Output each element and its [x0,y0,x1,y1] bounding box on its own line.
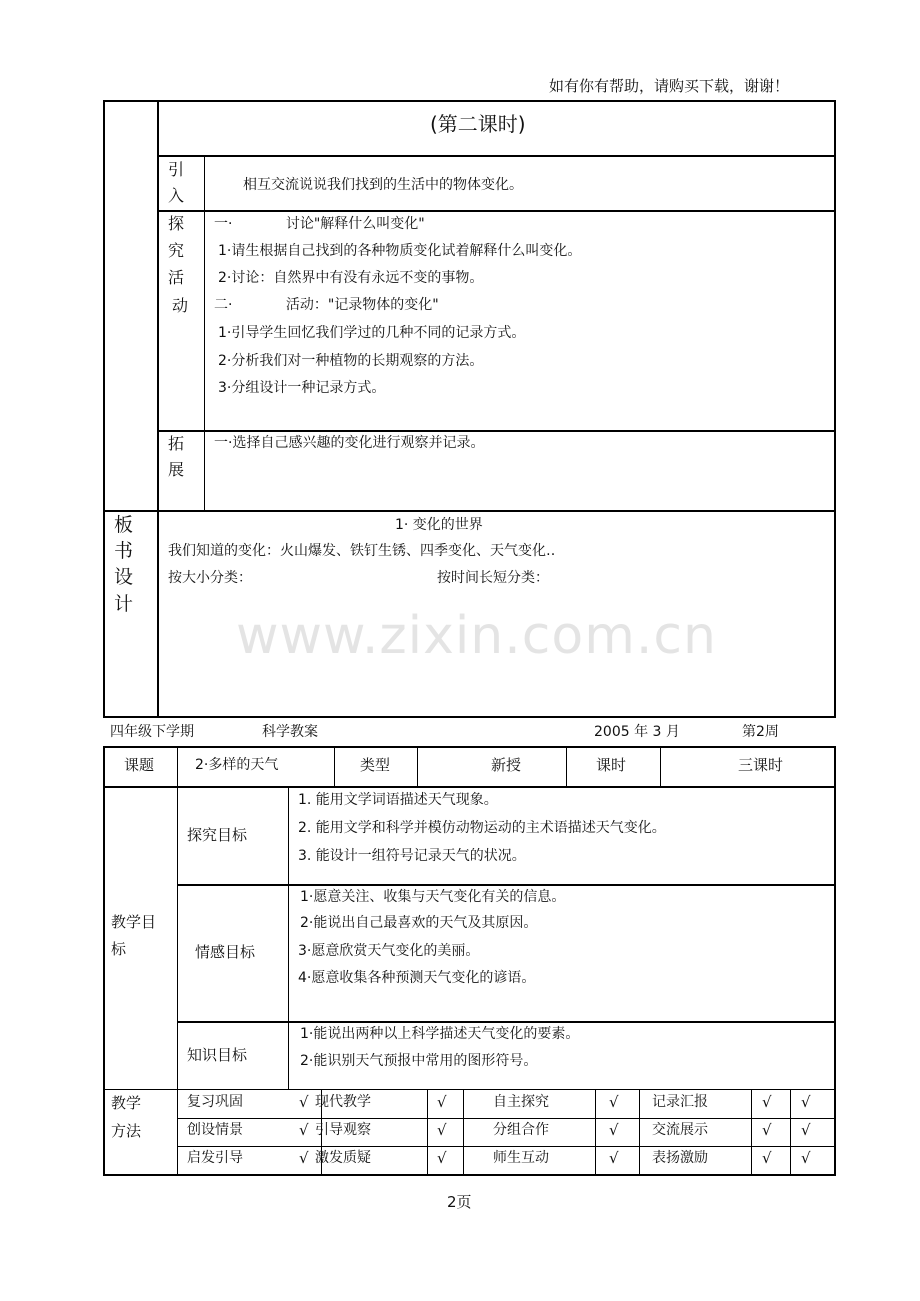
explore-line: 一· 讨论"解释什么叫变化" [214,216,425,232]
method-cell: 师生互动 [493,1150,549,1166]
check-mark: √ [609,1093,619,1111]
board-line-2b: 按时间长短分类： [437,570,549,586]
explore-goal: 1. 能用文学词语描述天气现象。 [298,792,498,808]
type-value: 新授 [491,756,522,774]
meta-grade: 四年级下学期 [110,724,194,740]
check-mark: √ [609,1149,619,1167]
method-cell: 现代教学 [315,1094,371,1110]
explore-label-2: 究 [168,241,185,260]
method-cell: 分组合作 [493,1122,549,1138]
explore-goal: 3. 能设计一组符号记录天气的状况。 [298,848,526,864]
explore-line: 1·请生根据自己找到的各种物质变化试着解释什么叫变化。 [218,243,582,259]
topic-label: 课题 [124,756,155,774]
emotion-goal: 1·愿意关注、收集与天气变化有关的信息。 [300,889,566,905]
check-mark: √ [437,1149,447,1167]
type-label: 类型 [360,756,391,774]
check-mark: √ [762,1121,772,1139]
intro-label-1: 引 [168,160,185,179]
meta-subject: 科学教案 [262,724,318,740]
method-cell: 引导观察 [315,1122,371,1138]
board-label-4: 计 [114,593,134,615]
methods-label-1: 教学 [111,1094,142,1112]
explore-line: 1·引导学生回忆我们学过的几种不同的记录方式。 [218,325,526,341]
explore-goal-label: 探究目标 [187,826,248,844]
board-title: 1· 变化的世界 [395,517,483,533]
methods-label-2: 方法 [111,1122,142,1140]
intro-label-2: 入 [168,186,185,205]
check-mark: √ [762,1093,772,1111]
method-cell: 启发引导 [187,1150,243,1166]
extend-label-2: 展 [168,460,185,479]
method-cell: 激发质疑 [315,1150,371,1166]
board-label-3: 设 [114,566,134,588]
check-mark: √ [762,1149,772,1167]
explore-label-3: 活 [168,268,185,287]
emotion-goal-label: 情感目标 [195,943,256,961]
method-cell: 交流展示 [652,1122,708,1138]
page-number: 2页 [447,1193,472,1211]
extend-text: 一·选择自己感兴趣的变化进行观察并记录。 [214,435,485,451]
explore-line: 3·分组设计一种记录方式。 [218,380,386,396]
board-label-2: 书 [114,540,134,562]
header-note: 如有你有帮助，请购买下载，谢谢！ [549,77,790,95]
emotion-goal: 3·愿意欣赏天气变化的美丽。 [298,943,480,959]
check-mark: √ [801,1149,811,1167]
hours-label: 课时 [596,756,627,774]
check-mark: √ [437,1093,447,1111]
goals-label-1: 教学目 [111,913,157,931]
check-mark: √ [801,1121,811,1139]
intro-text: 相互交流说说我们找到的生活中的物体变化。 [243,177,523,193]
check-mark: √ [299,1093,309,1111]
lesson-title: (第二课时) [430,112,526,136]
knowledge-goal-label: 知识目标 [187,1046,248,1064]
method-cell: 自主探究 [493,1094,549,1110]
explore-line: 2·分析我们对一种植物的长期观察的方法。 [218,353,484,369]
explore-label-4: 动 [172,296,189,315]
knowledge-goal: 2·能识别天气预报中常用的图形符号。 [300,1053,538,1069]
meta-week: 第2周 [742,724,779,740]
check-mark: √ [299,1121,309,1139]
check-mark: √ [609,1121,619,1139]
watermark: www.zixin.com.cn [236,606,717,666]
method-cell: 复习巩固 [187,1094,243,1110]
emotion-goal: 4·愿意收集各种预测天气变化的谚语。 [298,970,536,986]
method-cell: 创设情景 [187,1122,243,1138]
explore-label-1: 探 [168,214,185,233]
check-mark: √ [299,1149,309,1167]
board-label-1: 板 [114,514,134,536]
check-mark: √ [801,1093,811,1111]
explore-line: 二· 活动："记录物体的变化" [214,297,439,313]
method-cell: 表扬激励 [652,1150,708,1166]
topic-value: 2·多样的天气 [195,757,279,773]
board-line-2a: 按大小分类： [168,570,252,586]
explore-line: 2·讨论：自然界中有没有永远不变的事物。 [218,270,484,286]
hours-value: 三课时 [738,756,784,774]
method-cell: 记录汇报 [652,1094,708,1110]
meta-date: 2005 年 3 月 [594,724,680,740]
check-mark: √ [437,1121,447,1139]
explore-goal: 2. 能用文学和科学并模仿动物运动的主术语描述天气变化。 [298,820,666,836]
goals-label-2: 标 [111,940,127,958]
emotion-goal: 2·能说出自己最喜欢的天气及其原因。 [300,915,538,931]
board-line-1: 我们知道的变化：火山爆发、铁钉生锈、四季变化、天气变化‥ [168,543,556,559]
extend-label-1: 拓 [168,434,185,453]
knowledge-goal: 1·能说出两种以上科学描述天气变化的要素。 [300,1026,580,1042]
